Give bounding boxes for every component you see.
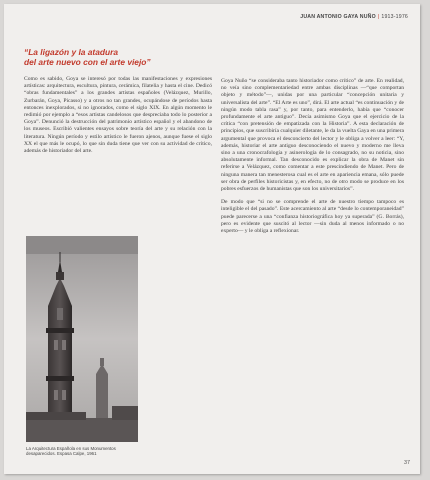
right-paragraph-2: De modo que “si no se comprende el arte de nuestro tiempo tampoco es inteligible el del pasado”. Este acercamiento al arte “desde lo contemporaneidad” puede parecerse a una “confianza historiográfica hoy ya superada” (G. Borrás), pero es evidente que suscitó al lector —sin duda al menos informado o no experto— y le obliga a reflexionar. [221, 199, 404, 235]
figure-caption: La Arquitectura Española en sus Monumentos desaparecidos. Espasa Calpe, 1961 [26, 446, 116, 457]
page-number: 37 [404, 460, 410, 466]
section-title [24, 47, 224, 67]
running-head [300, 14, 408, 20]
right-column [221, 78, 404, 235]
running-head-separator: | [377, 14, 380, 20]
section-title-line-2: del arte nuevo con el arte viejo” [24, 57, 151, 67]
book-cover-figure [26, 236, 138, 442]
section-title-line-1: “La ligazón y la atadura [24, 47, 119, 57]
running-head-author: JUAN ANTONIO GAYA NUÑO [300, 14, 376, 20]
left-paragraph-1: Como es sabido, Goya se interesó por todas las manifestaciones y expresiones artísticas: arquitectura, escultura, pintura, cerámica, filatelia y hasta el cine. Dedicó “obras fundamentales” a los grandes artistas españoles (Velázquez, Murillo, Zurbarán, Goya, Picasso) y a otros no tan grandes, ocupándose de períodos hasta entonces inexplorados, si no ignorados, como el siglo XIX. En algún momento le redimió por ejemplo a “esos artistas candelosos que despreciaba todo lo posterior a Goya”. Denunció la destrucción del patrimonio artístico español y el abandono de los museos. Escribió valientes ensayos sobre teoría del arte y su relación con la literatura. Ningún período y estilo artístico le fueron ajenos, aunque fuese el siglo XX el que más le ocupó, lo que sin duda tiene que ver con su actividad de crítico, además de historiador del arte. [24, 76, 212, 155]
document-page [4, 4, 420, 474]
running-head-years: 1913-1976 [381, 14, 408, 20]
left-column [24, 76, 212, 155]
tower-photo [26, 236, 138, 442]
right-paragraph-1: Goya Nuño “se consideraba tanto historiador como crítico” de arte. En realidad, no veía sino complementariedad entre ambas disciplinas —“que comportan objeto y método”—, unidas por una particular “concepción unitaria y universalista del arte”. “El Arte es uno”, dirá. El arte actual “es continuación y de ningún modo tabla rasa” y, por tanto, para entenderlo, había que “conocer profundamente el arte antiguo”. Decía asimismo Goya que el ejercicio de la crítica “con pretensión de empatizada con la Historia”. A esta declaración de principios, que suscribiría cualquier diletante, le da la vuelta Gaya en una primera argumental que provoca el desconcierto del lector y le obliga a volver a leer: “Y, además, historiar el arte antiguo desconociendo el nuevo y moderno me lleva sino a una cronocrafología y asinerología de lo consagrado, no su noticia, sino absolutamente informal. Tan desconocido es explicar la obra de Manet sin referirse a Velázquez, como comentar a este prescindiendo de Manet. Pero de ninguna manera tan menesterosa cual es el arte en apariencia emana, sólo puede ser obra de perfiles historicistas y, en efecto, no de otro modo se produce en los pobres esfuerzos de humanistas que son los universitarios”. [221, 78, 404, 193]
